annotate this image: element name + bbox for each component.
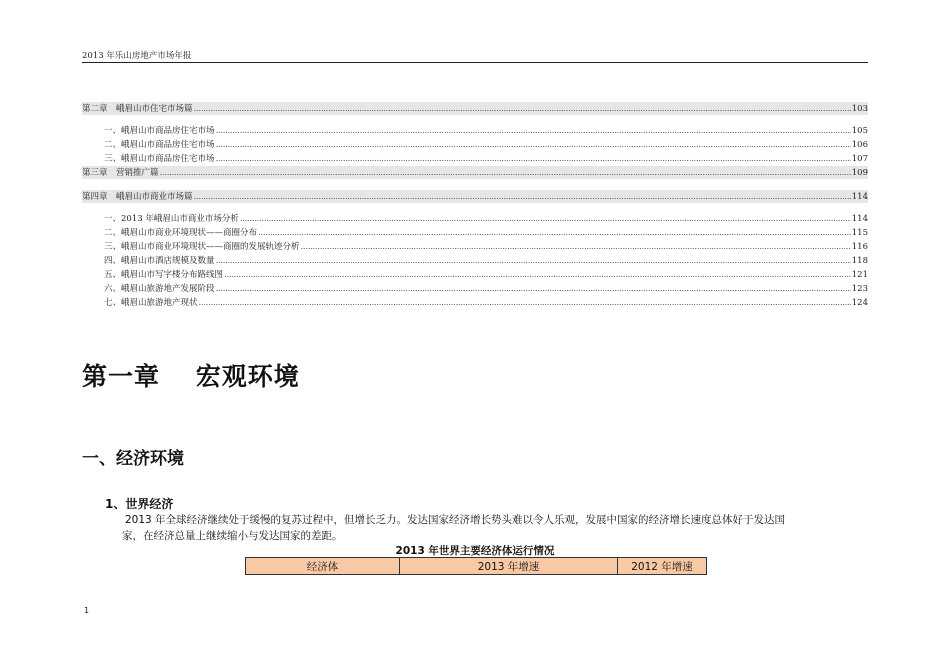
chapter-heading: 第一章 宏观环境: [82, 362, 300, 391]
toc-page: 107: [851, 154, 868, 164]
toc-page: 103: [851, 104, 868, 114]
toc-leader: [194, 192, 851, 203]
body-paragraph: [122, 512, 870, 544]
toc-leader: [224, 270, 851, 281]
toc-page: 118: [851, 256, 868, 266]
toc-label: 七、峨眉山旅游地产现状: [104, 298, 198, 308]
toc-leader: [194, 104, 851, 115]
toc-entry[interactable]: [82, 102, 868, 115]
toc-label: 三、峨眉山市商业环境现状——商圈的发展轨迹分析: [104, 242, 300, 252]
toc-page: 115: [851, 228, 868, 238]
toc-page: 114: [851, 192, 868, 202]
table-header-cell: 2012 年增速: [618, 558, 707, 575]
toc-leader: [216, 126, 851, 137]
toc-entry[interactable]: [82, 152, 868, 165]
toc-leader: [240, 214, 851, 225]
table-header-cell: 经济体: [246, 558, 400, 575]
toc-entry[interactable]: [82, 166, 868, 179]
table-caption: 2013 年世界主要经济体运行情况: [395, 545, 555, 557]
toc-label: 二、峨眉山市商业环境现状——商圈分布: [104, 228, 258, 238]
toc-label: 一、峨眉山市商品房住宅市场: [104, 126, 215, 136]
toc-label: 五、峨眉山市写字楼分布路线图: [104, 270, 224, 280]
toc-leader: [301, 242, 851, 253]
toc-leader: [258, 228, 851, 239]
toc-page: 109: [851, 168, 868, 178]
toc-entry[interactable]: [82, 296, 868, 309]
paragraph-line: 家，在经济总量上继续缩小与发达国家的差距。: [122, 530, 343, 542]
paragraph-line: 2013 年全球经济继续处于缓慢的复苏过程中，但增长乏力。发达国家经济增长势头难以令人乐观，发展中国家的经济增长速度总体好于发达国: [125, 514, 786, 526]
toc-label: 第二章 峨眉山市住宅市场篇: [82, 104, 193, 114]
subsection-heading: 1、世界经济: [105, 497, 174, 511]
toc-page: 105: [851, 126, 868, 136]
toc-page: 114: [851, 214, 868, 224]
toc-label: 三、峨眉山市商品房住宅市场: [104, 154, 215, 164]
toc-entry[interactable]: [82, 190, 868, 203]
toc-entry[interactable]: [82, 282, 868, 295]
running-header: 2013 年乐山房地产市场年报: [82, 51, 192, 61]
toc-page: 121: [851, 270, 868, 280]
toc-leader: [216, 284, 851, 295]
toc-entry[interactable]: [82, 240, 868, 253]
toc-entry[interactable]: [82, 138, 868, 151]
toc-leader: [216, 256, 851, 267]
page-number: 1: [84, 606, 90, 615]
toc-entry[interactable]: [82, 212, 868, 225]
toc-leader: [160, 168, 851, 179]
toc-label: 二、峨眉山市商品房住宅市场: [104, 140, 215, 150]
section-heading: 一、经济环境: [82, 449, 184, 469]
table-header-cell: 2013 年增速: [400, 558, 618, 575]
toc-entry[interactable]: [82, 268, 868, 281]
toc-page: 116: [851, 242, 868, 252]
table-header-row: [246, 558, 707, 575]
toc-leader: [199, 298, 851, 309]
toc-page: 124: [851, 298, 868, 308]
toc-label: 第四章 峨眉山市商业市场篇: [82, 192, 193, 202]
toc-entry[interactable]: [82, 254, 868, 267]
toc-entry[interactable]: [82, 226, 868, 239]
toc-leader: [216, 154, 851, 165]
toc-page: 106: [851, 140, 868, 150]
toc-page: 123: [851, 284, 868, 294]
toc-entry[interactable]: [82, 124, 868, 137]
toc-label: 四、峨眉山市酒店规模及数量: [104, 256, 215, 266]
toc-label: 一、2013 年峨眉山市商业市场分析: [104, 214, 239, 224]
toc-leader: [216, 140, 851, 151]
header-rule: [82, 62, 868, 63]
toc-label: 第三章 营销推广篇: [82, 168, 159, 178]
toc-label: 六、峨眉山旅游地产发展阶段: [104, 284, 215, 294]
economy-table: [245, 557, 707, 575]
